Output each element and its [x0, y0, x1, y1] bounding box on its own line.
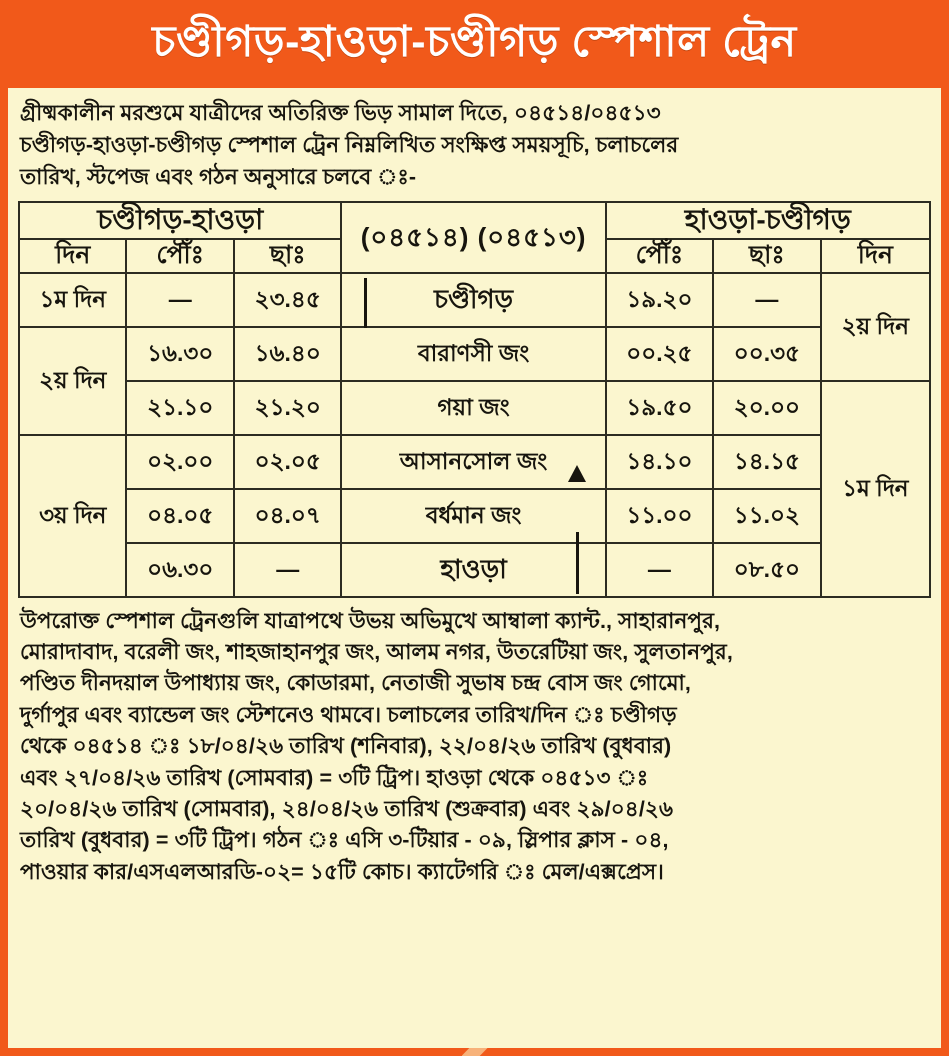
group-header-chandigarh-howrah: চণ্ডীগড়-হাওড়া: [19, 202, 341, 239]
intro-paragraph: [20, 98, 931, 193]
footnote-line-9a: পাওয়ার কার/এসএলআরডি-০২= ১৫টি কোচ।: [20, 859, 418, 884]
dep-left-cell-1: ২৩.৪৫: [234, 273, 341, 327]
day-left-cell-2: ২য় দিন: [19, 327, 126, 435]
col-header-arrival-left: পৌঁঃ: [126, 239, 233, 273]
bottom-notch-decoration: [462, 1048, 488, 1056]
table-group-header-row: [19, 202, 930, 239]
station-cell-6: [341, 543, 605, 597]
dep-left-cell-2: ১৬.৪০: [234, 327, 341, 381]
table-row: [19, 327, 930, 381]
station-label-2: বারাণসী জং: [417, 340, 530, 367]
footnote-line-5a: থেকে ০৪৫১৪ ঃ: [20, 734, 187, 759]
station-label-5: বর্ধমান জং: [425, 502, 522, 529]
intro-line-2: চণ্ডীগড়-হাওড়া-চণ্ডীগড় স্পেশাল ট্রেন নিম্নলিখিত সংক্ষিপ্ত সময়সূচি, চলাচলের: [20, 132, 679, 157]
footnote-line-1: উপরোক্ত স্পেশাল ট্রেনগুলি যাত্রাপথে উভয় অভিমুখে আম্বালা ক্যান্ট., সাহারানপুর,: [20, 608, 721, 633]
intro-line-3: তারিখ, স্টপেজ এবং গঠন অনুসারে চলবে ঃ-: [20, 164, 417, 189]
dep-right-cell-2: ০০.৩৫: [713, 327, 820, 381]
station-label-3: গয়া জং: [437, 394, 510, 421]
table-row: [19, 381, 930, 435]
arr-left-cell-1: —: [126, 273, 233, 327]
table-row: [19, 273, 930, 327]
station-label-4: আসানসোল জং: [399, 448, 548, 475]
footnote-line-4b: চলাচলের তারিখ/দিন ঃ চণ্ডীগড়: [387, 702, 677, 727]
arr-left-cell-6: ০৬.৩০: [126, 543, 233, 597]
footnote-line-4a: দুর্গাপুর এবং ব্যান্ডেল জং স্টেশনেও থামবে।: [20, 702, 388, 727]
day-right-cell-2: ১ম দিন: [821, 381, 930, 597]
arr-right-cell-2: ০০.২৫: [606, 327, 713, 381]
group-header-howrah-chandigarh: হাওড়া-চণ্ডীগড়: [606, 202, 930, 239]
footnote-line-9b: ক্যাটেগরি ঃ: [417, 859, 542, 884]
footnote-line-4: [20, 700, 931, 731]
footnote-line-8a: তারিখ (বুধবার) = ৩টি ট্রিপ।: [20, 828, 263, 853]
day-left-cell-1: ১ম দিন: [19, 273, 126, 327]
table-row: [19, 489, 930, 543]
col-header-departure-right: ছাঃ: [713, 239, 820, 273]
footnote-line-6b: হাওড়া থেকে ০৪৫১৩ ঃ: [426, 765, 649, 790]
col-header-departure-left: ছাঃ: [234, 239, 341, 273]
arr-right-cell-6: —: [606, 543, 713, 597]
footnote-line-8: [20, 825, 931, 856]
arrow-up-head-icon: [568, 465, 586, 482]
dep-right-cell-3: ২০.০০: [713, 381, 820, 435]
footnote-paragraph: [20, 606, 931, 888]
dep-right-cell-1: —: [713, 273, 820, 327]
footnote-line-7: ২০/০৪/২৬ তারিখ (সোমবার), ২৪/০৪/২৬ তারিখ (শুক্রবার) এবং ২৯/০৪/২৬: [20, 796, 674, 821]
footnote-line-5b: ১৮/০৪/২৬ তারিখ (শনিবার), ২২/০৪/২৬ তারিখ (বুধবার): [186, 734, 672, 759]
station-cell-3: [341, 381, 605, 435]
schedule-table: [18, 201, 931, 597]
footnote-line-5: [20, 731, 931, 762]
footnote-line-8c: এসি ৩-টিয়ার - ০৯, স্লিপার ক্লাস - ০৪,: [345, 828, 669, 853]
station-cell-1: [341, 273, 605, 327]
footnote-line-3: পণ্ডিত দীনদয়াল উপাধ্যায় জং, কোডারমা, নেতাজী সুভাষ চন্দ্র বোস জং গোমো,: [20, 671, 691, 696]
content-panel: [8, 88, 941, 1048]
arr-right-cell-1: ১৯.২০: [606, 273, 713, 327]
arr-left-cell-4: ০২.০০: [126, 435, 233, 489]
dep-right-cell-6: ০৮.৫০: [713, 543, 820, 597]
footnote-line-6a: এবং ২৭/০৪/২৬ তারিখ (সোমবার) = ৩টি ট্রিপ।: [20, 765, 427, 790]
station-label-6: হাওড়া: [440, 554, 507, 585]
col-header-day-left: দিন: [19, 239, 126, 273]
dep-right-cell-5: ১১.০২: [713, 489, 820, 543]
day-right-cell-1: ২য় দিন: [821, 273, 930, 381]
table-row: [19, 435, 930, 489]
col-header-day-right: দিন: [821, 239, 930, 273]
arr-right-cell-5: ১১.০০: [606, 489, 713, 543]
train-numbers-cell: (০৪৫১৪) (০৪৫১৩): [341, 202, 605, 272]
page-title: চণ্ডীগড়-হাওড়া-চণ্ডীগড় স্পেশাল ট্রেন: [152, 17, 797, 66]
footnote-line-2: মোরাদাবাদ, বরেলী জং, শাহজাহানপুর জং, আলম নগর, উতরেটিয়া জং, সুলতানপুর,: [20, 640, 733, 665]
station-label-1: চণ্ডীগড়: [433, 284, 514, 315]
col-header-arrival-right: পৌঁঃ: [606, 239, 713, 273]
header-bar: [0, 0, 949, 88]
footnote-line-9: [20, 857, 931, 888]
station-cell-2: [341, 327, 605, 381]
arr-left-cell-2: ১৬.৩০: [126, 327, 233, 381]
dep-left-cell-4: ০২.০৫: [234, 435, 341, 489]
dep-left-cell-5: ০৪.০৭: [234, 489, 341, 543]
arr-right-cell-4: ১৪.১০: [606, 435, 713, 489]
station-cell-5: [341, 489, 605, 543]
footnote-line-8b: গঠন ঃ: [262, 828, 346, 853]
footnote-line-6: [20, 763, 931, 794]
dep-left-cell-3: ২১.২০: [234, 381, 341, 435]
day-left-cell-3: ৩য় দিন: [19, 435, 126, 597]
arr-left-cell-3: ২১.১০: [126, 381, 233, 435]
dep-left-cell-6: —: [234, 543, 341, 597]
arrow-up-icon: [576, 532, 579, 594]
dep-right-cell-4: ১৪.১৫: [713, 435, 820, 489]
arr-left-cell-5: ০৪.০৫: [126, 489, 233, 543]
footnote-line-9c: মেল/এক্সপ্রেস।: [541, 859, 664, 884]
arr-right-cell-3: ১৯.৫০: [606, 381, 713, 435]
table-row: [19, 543, 930, 597]
intro-line-1: গ্রীষ্মকালীন মরশুমে যাত্রীদের অতিরিক্ত ভিড় সামাল দিতে, ০৪৫১৪/০৪৫১৩: [20, 101, 661, 125]
station-cell-4: [341, 435, 605, 489]
